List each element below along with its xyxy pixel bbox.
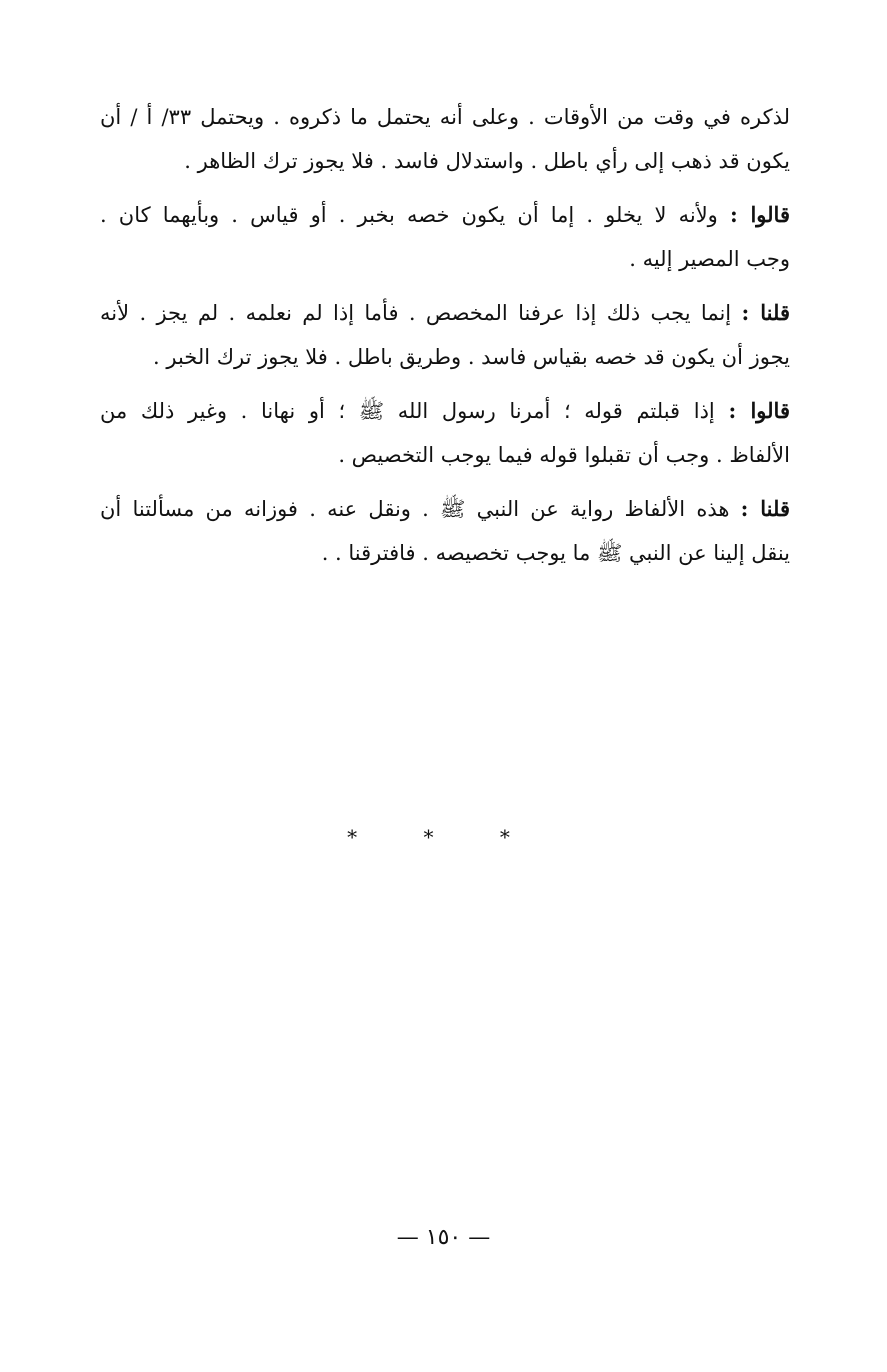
- text-line: [100, 487, 790, 531]
- paragraph-1: [100, 95, 790, 183]
- text-line: [100, 291, 790, 335]
- text-line: يكون قد ذهب إلى رأي باطل . واستدلال فاسد . فلا يجوز ترك الظاهر .: [184, 149, 790, 173]
- text-line-content: ولأنه لا يخلو . إما أن يكون خصه بخبر . أو قياس . وبأيهما كان .: [100, 203, 718, 227]
- section-separator: * * *: [347, 825, 540, 849]
- text-line: [100, 193, 790, 237]
- paragraph-3: [100, 291, 790, 379]
- text-line-content: إنما يجب ذلك إذا عرفنا المخصص . فأما إذا لم نعلمه . لم يجز . لأنه: [100, 301, 732, 325]
- text-line: الألفاظ . وجب أن تقبلوا قوله فيما يوجب التخصيص .: [338, 443, 790, 467]
- text-line: [100, 389, 790, 433]
- text-line: يجوز أن يكون قد خصه بقياس فاسد . وطريق باطل . فلا يجوز ترك الخبر .: [153, 345, 790, 369]
- speaker-label: قلنا :: [741, 300, 791, 325]
- speaker-label: قالوا :: [728, 398, 790, 423]
- text-line: ينقل إلينا عن النبي ﷺ ما يوجب تخصيصه . فافترقنا . .: [321, 541, 790, 565]
- speaker-label: قلنا :: [740, 496, 791, 521]
- page-number: — ١٥٠ —: [396, 1225, 491, 1250]
- text-line-content: هذه الألفاظ رواية عن النبي ﷺ . ونقل عنه . فوزانه من مسألتنا أن: [100, 497, 730, 521]
- speaker-label: قالوا :: [729, 202, 790, 227]
- body-text: [100, 95, 790, 585]
- paragraph-5: [100, 487, 790, 575]
- text-line: لذكره في وقت من الأوقات . وعلى أنه يحتمل ما ذكروه . ويحتمل ٣٣/ أ / أن: [100, 105, 790, 129]
- text-line-content: إذا قبلتم قوله ؛ أمرنا رسول الله ﷺ ؛ أو نهانا . وغير ذلك من: [100, 399, 715, 423]
- text-line: وجب المصير إليه .: [629, 247, 790, 271]
- paragraph-2: [100, 193, 790, 281]
- paragraph-4: [100, 389, 790, 477]
